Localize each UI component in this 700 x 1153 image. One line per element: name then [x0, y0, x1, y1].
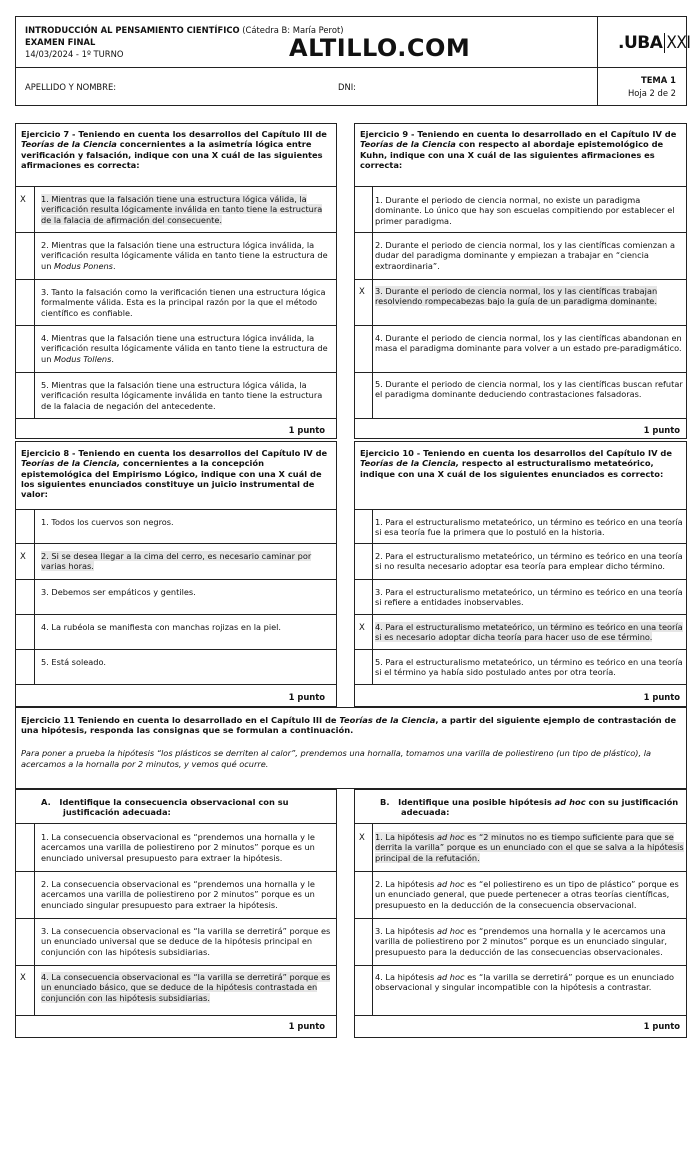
answer-mark[interactable]: X: [20, 552, 26, 562]
exercise-11b-heading: B. Identifique una posible hipótesis ad hoc con su justificación adecuada:: [380, 797, 679, 818]
exercise-7-option-2[interactable]: 2. Mientras que la falsación tiene una estructura lógica inválida, la verificación resulta lógicamente válida en tanto tiene la estructura de un Modus Ponens.: [41, 240, 328, 271]
mark-column-divider: [372, 823, 373, 1015]
divider: [354, 418, 687, 419]
divider: [354, 614, 687, 615]
uba-xxi-logo: .UBA XXI: [618, 33, 691, 53]
dni-label: DNI:: [338, 82, 357, 92]
divider: [15, 186, 337, 187]
divider: [15, 543, 337, 544]
exercise-11a-option-3[interactable]: 3. La consecuencia observacional es “la varilla se derretirá” porque es un enunciado universal que se deduce de la hipótesis principal en conjunción con las hipótesis subsidiarias.: [41, 926, 331, 957]
divider: [354, 543, 687, 544]
exercise-8-points: 1 punto: [288, 692, 325, 702]
exercise-10-option-3[interactable]: 3. Para el estructuralismo metateórico, un término es teórico en una teoría si refiere a entidades inobservables.: [375, 587, 683, 608]
exercise-11-heading: Ejercicio 11 Teniendo en cuenta lo desarrollado en el Capítulo III de Teorías de la Ciencia, a partir del siguiente ejemplo de contrastación de una hipótesis, responda las consignas que se formulan a continuación.: [21, 715, 677, 736]
divider: [354, 918, 687, 919]
exercise-7-option-4[interactable]: 4. Mientras que la falsación tiene una estructura lógica inválida, la verificación resulta lógicamente válida en tanto tiene la estructura de un Modus Tollens.: [41, 333, 328, 364]
exercise-7-option-3[interactable]: 3. Tanto la falsación como la verificación tienen una estructura lógica formalmente válida. Esta es la principal razón por la que el método científico es confiable.: [41, 287, 326, 318]
divider: [15, 614, 337, 615]
exercise-9-points: 1 punto: [643, 425, 680, 435]
exercise-11b-option-2[interactable]: 2. La hipótesis ad hoc es “el poliestireno es un tipo de plástico” porque es un enunciado general, que puede pertenecer a otras teorías científicas, presupuesto en la deducción de la consecuencia observacional.: [375, 879, 679, 910]
exercise-8-heading: Ejercicio 8 - Teniendo en cuenta los desarrollos del Capítulo IV de Teorías de la Ciencia, concernientes a la concepción epistemológica del Empirismo Lógico, indique con una X cuál de los siguientes enunciados constituye un juicio instrumental de valor:: [21, 448, 328, 500]
exercise-9-option-5[interactable]: 5. Durante el periodo de ciencia normal, los y las científicas buscan refutar el paradigma dominante deduciendo contrastaciones falsadoras.: [375, 379, 683, 400]
exercise-11-scenario: Para poner a prueba la hipótesis “los plásticos se derriten al calor”, prendemos una hornalla, tomamos una varilla de poliestireno (un tipo de plástico), la acercamos a la hornalla por 2 minutos, y vemos qué ocurre.: [21, 748, 651, 769]
exercise-10-heading: Ejercicio 10 - Teniendo en cuenta los desarrollos del Capítulo IV de Teorías de la Ciencia, respecto al estructuralismo metateórico, indique con una X cuál de los siguientes enunciados es correcto:: [360, 448, 672, 479]
exercise-11b-option-4[interactable]: 4. La hipótesis ad hoc es “la varilla se derretirá” porque es un enunciado observacional y singular incompatible con la hipótesis a contrastar.: [375, 972, 675, 993]
exercise-11a-heading: A. Identifique la consecuencia observacional con su justificación adecuada:: [41, 797, 289, 818]
mark-column-divider: [34, 823, 35, 1015]
exam-date: 14/03/2024 - 1º TURNO: [25, 49, 124, 59]
divider: [15, 649, 337, 650]
divider: [15, 871, 337, 872]
divider: [15, 279, 337, 280]
mark-column-divider: [372, 186, 373, 418]
tema-label: TEMA 1: [641, 75, 676, 85]
exercise-7-option-5[interactable]: 5. Mientras que la falsación tiene una estructura lógica válida, la verificación resulta lógicamente inválida en tanto tiene la estructura de la falacia de negación del antecedente.: [41, 380, 323, 411]
answer-mark[interactable]: X: [359, 623, 365, 633]
exercise-11b-box: [354, 789, 687, 1038]
divider: [15, 372, 337, 373]
exercise-11b-option-1[interactable]: 1. La hipótesis ad hoc es “2 minutos no es tiempo suficiente para que se derrita la varilla” porque es un enunciado con el que se salva a la hipótesis principal de la refutación.: [375, 832, 684, 863]
divider: [15, 918, 337, 919]
divider: [354, 579, 687, 580]
divider: [354, 1015, 687, 1016]
hoja-label: Hoja 2 de 2: [628, 88, 676, 98]
divider: [15, 684, 337, 685]
divider: [15, 232, 337, 233]
exercise-11a-option-1[interactable]: 1. La consecuencia observacional es “prendemos una hornalla y le acercamos una varilla de poliestireno por 2 minutos” porque es un enunciado universal presupuesto para extraer la hipótesis.: [41, 832, 315, 863]
header-divider-horizontal: [15, 67, 687, 68]
exercise-11b-points: 1 punto: [643, 1021, 680, 1031]
divider: [354, 684, 687, 685]
exercise-11a-option-2[interactable]: 2. La consecuencia observacional es “prendemos una hornalla y le acercamos una varilla de poliestireno por 2 minutos” porque es un enunciado singular presupuesto para extraer la hipótesis.: [41, 879, 315, 910]
answer-mark[interactable]: X: [359, 833, 365, 843]
divider: [15, 325, 337, 326]
header-divider-vertical: [597, 16, 598, 106]
divider: [354, 279, 687, 280]
divider: [354, 509, 687, 510]
exercise-10-option-4[interactable]: 4. Para el estructuralismo metateórico, un término es teórico en una teoría si es necesario adoptar dicha teoría para hacer uso de ese término.: [375, 622, 683, 643]
exercise-10-option-5[interactable]: 5. Para el estructuralismo metateórico, un término es teórico en una teoría si el término ya había sido postulado antes por otra teoría.: [375, 657, 683, 678]
exercise-10-points: 1 punto: [643, 692, 680, 702]
name-label: APELLIDO Y NOMBRE:: [25, 82, 117, 92]
exercise-10-option-1[interactable]: 1. Para el estructuralismo metateórico, un término es teórico en una teoría si esa teoría fue la primera que lo postuló en la historia.: [375, 517, 683, 538]
exercise-8-option-1[interactable]: 1. Todos los cuervos son negros.: [41, 517, 174, 527]
course-title: INTRODUCCIÓN AL PENSAMIENTO CIENTÍFICO (Cátedra B: María Perot): [25, 25, 344, 35]
exercise-7-option-1[interactable]: 1. Mientras que la falsación tiene una estructura lógica válida, la verificación resulta lógicamente inválida en tanto tiene la estructura de la falacia de afirmación del consecuente.: [41, 194, 323, 225]
mark-column-divider: [372, 509, 373, 684]
divider: [354, 232, 687, 233]
divider: [354, 823, 687, 824]
watermark-text: ALTILLO.COM: [289, 34, 471, 62]
mark-column-divider: [34, 509, 35, 684]
divider: [15, 965, 337, 966]
divider: [354, 325, 687, 326]
divider: [354, 871, 687, 872]
exercise-7-points: 1 punto: [288, 425, 325, 435]
answer-mark[interactable]: X: [20, 973, 26, 983]
exercise-10-option-2[interactable]: 2. Para el estructuralismo metateórico, un término es teórico en una teoría si no resulta necesario adoptar esa teoría para emplear dicho término.: [375, 551, 683, 572]
exercise-9-heading: Ejercicio 9 - Teniendo en cuenta lo desarrollado en el Capítulo IV de Teorías de la Ciencia con respecto al abordaje epistemológico de Kuhn, indique con una X cuál de las siguientes afirmaciones es correcta:: [360, 129, 677, 170]
exercise-8-option-4[interactable]: 4. La rubéola se manifiesta con manchas rojizas en la piel.: [41, 622, 282, 632]
exercise-9-option-2[interactable]: 2. Durante el periodo de ciencia normal, los y las científicas comienzan a dudar del paradigma dominante y empiezan a trabajar en “ciencia extraordinaria”.: [375, 240, 675, 271]
divider: [354, 649, 687, 650]
divider: [15, 823, 337, 824]
exercise-9-option-1[interactable]: 1. Durante el periodo de ciencia normal, no existe un paradigma dominante. Lo único que hay son escuelas compitiendo por establecer el primer paradigma.: [375, 195, 675, 226]
exercise-9-option-3[interactable]: 3. Durante el periodo de ciencia normal, los y las científicas trabajan resolviendo rompecabezas bajo la guía de un paradigma dominante.: [375, 286, 658, 307]
exam-type: EXAMEN FINAL: [25, 37, 96, 47]
answer-mark[interactable]: X: [20, 195, 26, 205]
exercise-8-option-3[interactable]: 3. Debemos ser empáticos y gentiles.: [41, 587, 196, 597]
exercise-9-option-4[interactable]: 4. Durante el periodo de ciencia normal, los y las científicas abandonan en masa el paradigma dominante para volver a un estado pre-paradigmático.: [375, 333, 682, 354]
divider: [15, 579, 337, 580]
exercise-8-option-5[interactable]: 5. Está soleado.: [41, 657, 106, 667]
divider: [15, 1015, 337, 1016]
exercise-11b-option-3[interactable]: 3. La hipótesis ad hoc es “prendemos una hornalla y le acercamos una varilla de poliestireno por 2 minutos” porque es un enunciado singular, presupuesto para la deducción de las consecuencias observacionales.: [375, 926, 667, 957]
exercise-11a-points: 1 punto: [288, 1021, 325, 1031]
divider: [354, 965, 687, 966]
exercise-7-heading: Ejercicio 7 - Teniendo en cuenta los desarrollos del Capítulo III de Teorías de la Ciencia concernientes a la asimetría lógica entre verificación y falsación, indique con una X cuál de las siguientes afirmaciones es correcta:: [21, 129, 327, 170]
divider: [354, 186, 687, 187]
divider: [354, 372, 687, 373]
mark-column-divider: [34, 186, 35, 418]
answer-mark[interactable]: X: [359, 287, 365, 297]
divider: [15, 509, 337, 510]
exercise-11a-option-4[interactable]: 4. La consecuencia observacional es “la varilla se derretirá” porque es un enunciado básico, que se deduce de la hipótesis contrastada en conjunción con las hipótesis subsidiarias.: [41, 972, 331, 1003]
divider: [15, 418, 337, 419]
exercise-8-option-2[interactable]: 2. Si se desea llegar a la cima del cerro, es necesario caminar por varias horas.: [41, 551, 312, 572]
